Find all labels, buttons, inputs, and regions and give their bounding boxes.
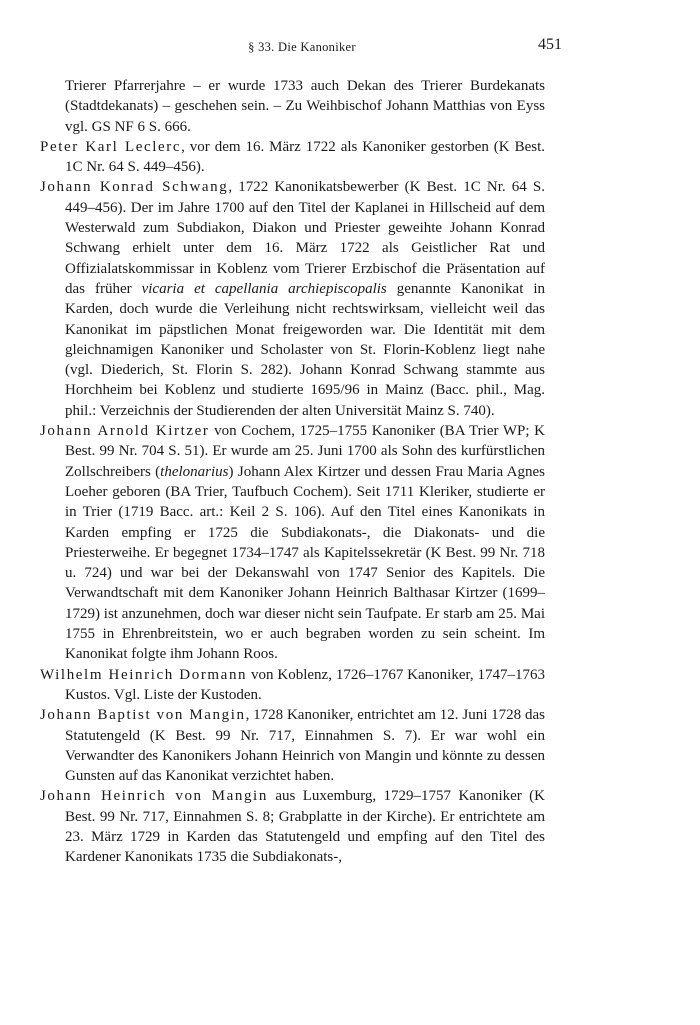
entry-name: Wilhelm Heinrich Dormann bbox=[40, 666, 248, 683]
entry-dormann bbox=[40, 665, 545, 706]
entry-italic: vicaria et capellania archiepiscopalis bbox=[141, 280, 387, 297]
entry-name: Johann Konrad Schwang bbox=[40, 179, 229, 196]
entry-text: , vor dem 16. März 1722 als Kanoniker gestorben (K Best. 1C Nr. 64 S. 449–456). bbox=[65, 138, 545, 176]
entry-name: Johann Heinrich von Mangin bbox=[40, 788, 268, 805]
entry-italic: thelonarius bbox=[160, 463, 229, 480]
running-title: § 33. Die Kanoniker bbox=[248, 40, 356, 54]
page-header bbox=[42, 36, 562, 58]
entry-leclerc bbox=[40, 137, 545, 178]
body-text bbox=[40, 76, 545, 868]
entry-text: , 1728 Kanoniker, entrichtet am 12. Juni 1728 das Statutengeld (K Best. 99 Nr. 717, Einnahmen S. 7). Er war wohl ein Verwandter des Kanonikers Johann Heinrich von Mangin und könnte zu dessen Gunsten auf das Kanonikat verzichtet haben. bbox=[65, 707, 545, 785]
entry-text-continued: genannte Kanonikat in Karden, doch wurde die Verleihung nicht rechtswirksam, vielleicht weil das Kanonikat im päpstlichen Monat freigeworden war. Die Identität mit dem gleichnamigen Kanoniker und Scholaster von St. Florin-Koblenz liegt nahe (vgl. Diederich, St. Florin S. 282). Johann Konrad Schwang stammte aus Horchheim bei Koblenz und studierte 1695/96 in Mainz (Bacc. phil., Mag. phil.: Verzeichnis der Studierenden der alten Universität Mainz S. 740). bbox=[65, 280, 546, 419]
entry-text: Trierer Pfarrerjahre – er wurde 1733 auch Dekan des Trierer Burdekanats (Stadtdekanats) – geschehen sein. – Zu Weihbischof Johann Matthias von Eyss vgl. GS NF 6 S. 666. bbox=[65, 78, 545, 135]
entry-text: von Koblenz, 1726–1767 Kanoniker, 1747–1763 Kustos. Vgl. Liste der Kustoden. bbox=[65, 666, 546, 703]
entry-text: von Cochem, 1725–1755 Kanoniker (BA Trier WP; K Best. 99 Nr. 704 S. 51). Er wurde am 25. Juni 1700 als Sohn des kurfürstlichen Zollschreibers ( bbox=[65, 423, 545, 480]
entry-mangin-baptist bbox=[40, 705, 545, 786]
entry-text-continued: ) Johann Alex Kirtzer und dessen Frau Maria Agnes Loeher geboren (BA Trier, Taufbuch Cochem). Seit 1711 Kleriker, studierte er in Trier (1719 Bacc. art.: Keil 2 S. 106). Auf den Titel eines Kanonikats in Karden empfing er 1725 die Subdiakonats-, die Diakonats- und die Priesterweihe. Er begegnet 1734–1747 als Kapitelssekretär (K Best. 99 Nr. 718 u. 724) und war bei der Dekanswahl von 1747 Senior des Kapitels. Die Verwandtschaft mit dem Kanoniker Johann Heinrich Balthasar Kirtzer (1699–1729) ist anzunehmen, doch war dieser nicht sein Taufpate. Er starb am 25. Mai 1755 in Ehrenbreitstein, wo er auch begraben worden zu sein scheint. Im Kanonikat folgte ihm Johann Roos. bbox=[65, 463, 545, 663]
page-number: 451 bbox=[538, 36, 562, 53]
entry-schwang bbox=[40, 177, 545, 421]
entry-kirtzer bbox=[40, 421, 545, 665]
entry-mangin-heinrich bbox=[40, 786, 545, 867]
entry-text: aus Luxemburg, 1729–1757 Kanoniker (K Best. 99 Nr. 717, Einnahmen S. 8; Grabplatte in der Kirche). Er entrichtete am 23. März 1729 in Karden das Statutengeld und empfing auf den Titel des Kardener Kanonikats 1735 die Subdiakonats-, bbox=[65, 788, 545, 866]
entry-name: Peter Karl Leclerc bbox=[40, 138, 182, 155]
entry-continuation bbox=[40, 76, 545, 137]
entry-name: Johann Arnold Kirtzer bbox=[40, 423, 210, 440]
entry-text: , 1722 Kanonikatsbewerber (K Best. 1C Nr. 64 S. 449–456). Der im Jahre 1700 auf den Titel der Kaplanei in Hillscheid auf dem Westerwald zum Subdiakon, Diakon und Priester geweihte Johann Konrad Schwang erhielt unter dem 16. März 1722 als Geistlicher Rat und Offizialatskommissar in Koblenz vom Trierer Erzbischof die Präsentation auf das früher bbox=[65, 179, 545, 297]
entry-name: Johann Baptist von Mangin bbox=[40, 707, 246, 724]
